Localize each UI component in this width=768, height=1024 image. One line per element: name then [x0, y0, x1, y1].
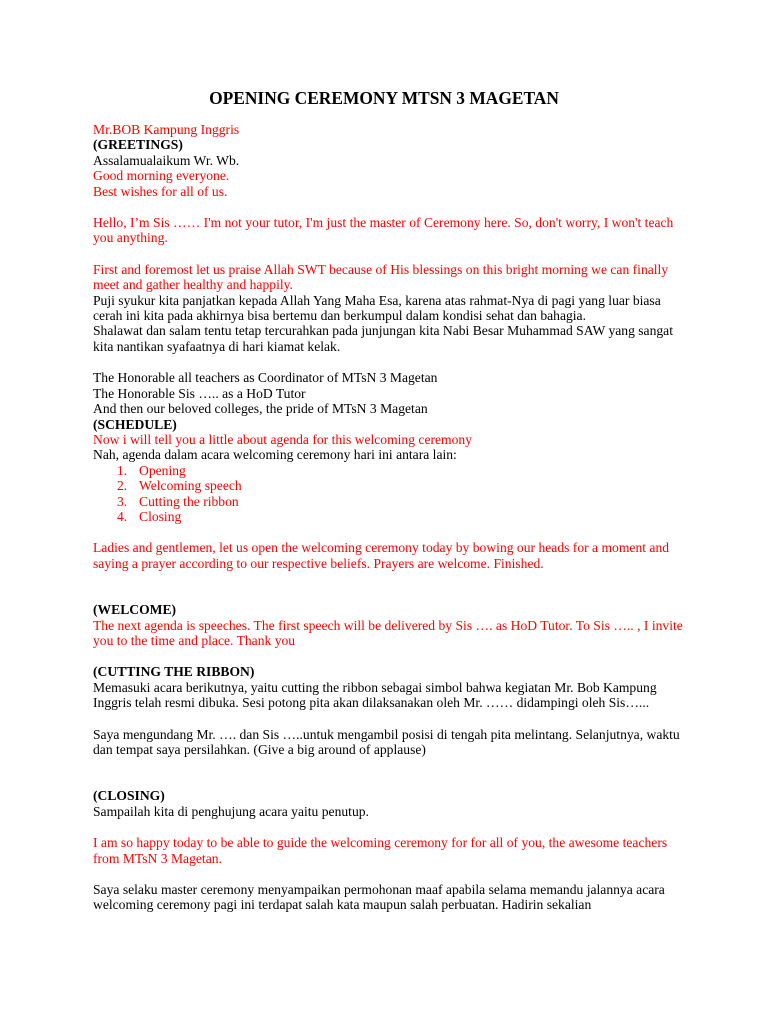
mc-name-line: Mr.BOB Kampung Inggris [93, 122, 240, 137]
honorable-teachers-line: The Honorable all teachers as Coordinator of MTsN 3 Magetan [93, 370, 438, 386]
agenda-list [93, 463, 683, 525]
agenda-number: 2. [117, 478, 128, 494]
greetings-heading: (GREETINGS) [93, 137, 183, 153]
good-morning-line: Good morning everyone. [93, 168, 230, 184]
ribbon-paragraph-2: Saya mengundang Mr. …. dan Sis …..untuk mengambil posisi di tengah pita melintang. Selanjutnya, waktu dan tempat saya persilahkan. (Give a big around of applause) [93, 726, 680, 757]
closing-intro: Sampailah kita di penghujung acara yaitu penutup. [93, 803, 369, 819]
closing-heading: (CLOSING) [93, 788, 165, 804]
ribbon-heading: (CUTTING THE RIBBON) [93, 664, 255, 680]
agenda-item [93, 463, 683, 478]
document-body [93, 122, 683, 913]
agenda-item [93, 509, 683, 524]
agenda-label: Closing [139, 508, 182, 524]
ribbon-paragraph-1: Memasuki acara berikutnya, yaitu cutting the ribbon sebagai simbol bahwa kegiatan Mr. Bob Kampung Inggris telah resmi dibuka. Sesi potong pita akan dilaksanakan oleh Mr. …… didampingi oleh Sis…... [93, 679, 657, 711]
closing-paragraph-id: Saya selaku master ceremony menyampaikan permohonan maaf apabila selama memandu jalannya acara welcoming ceremony pagi ini terdapat salah kata maupun salah perbuatan. Hadirin sekalian [93, 882, 665, 913]
agenda-number: 4. [117, 508, 128, 524]
schedule-heading: (SCHEDULE) [93, 416, 177, 432]
closing-paragraph-en: I am so happy today to be able to guide the welcoming ceremony for for all of you, the awesome teachers from MTsN 3 Magetan. [93, 835, 668, 866]
best-wishes-line: Best wishes for all of us. [93, 183, 228, 199]
agenda-label: Welcoming speech [139, 478, 242, 494]
page-title: OPENING CEREMONY MTSN 3 MAGETAN [209, 88, 559, 108]
shalawat-paragraph: Shalawat dan salam tentu tetap tercurahkan pada junjungan kita Nabi Besar Muhammad SAW yang sangat kita nantikan syafaatnya di hari kiamat kelak. [93, 323, 673, 354]
colleges-line: And then our beloved colleges, the pride of MTsN 3 Magetan [93, 401, 428, 417]
salam-line: Assalamualaikum Wr. Wb. [93, 152, 240, 168]
praise-paragraph-id: Puji syukur kita panjatkan kepada Allah Yang Maha Esa, karena atas rahmat-Nya di pagi yang luar biasa cerah ini kita pada akhirnya bisa bertemu dan berkumpul dalam kondisi sehat dan bahagia. [93, 292, 661, 324]
intro-paragraph: Hello, I’m Sis …… I'm not your tutor, I'm just the master of Ceremony here. So, don't worry, I won't teach you anything. [93, 215, 674, 246]
praise-paragraph-en: First and foremost let us praise Allah SWT because of His blessings on this bright morning we can finally meet and gather healthy and happily. [93, 261, 669, 293]
prayer-paragraph: Ladies and gentlemen, let us open the welcoming ceremony today by bowing our heads for a moment and saying a prayer according to our respective beliefs. Prayers are welcome. Finished. [93, 540, 670, 571]
schedule-intro-id: Nah, agenda dalam acara welcoming ceremony hari ini antara lain: [93, 447, 457, 463]
agenda-item [93, 494, 683, 509]
agenda-item [93, 478, 683, 493]
welcome-paragraph: The next agenda is speeches. The first speech will be delivered by Sis …. as HoD Tutor. To Sis ….. , I invite you to the time and place. Thank you [93, 617, 683, 648]
agenda-label: Opening [139, 462, 186, 478]
agenda-number: 3. [117, 493, 128, 509]
schedule-intro-en: Now i will tell you a little about agenda for this welcoming ceremony [93, 431, 473, 447]
honorable-tutor-line: The Honorable Sis ….. as a HoD Tutor [93, 385, 306, 401]
welcome-heading: (WELCOME) [93, 602, 177, 618]
agenda-label: Cutting the ribbon [139, 493, 239, 509]
agenda-number: 1. [117, 462, 128, 478]
